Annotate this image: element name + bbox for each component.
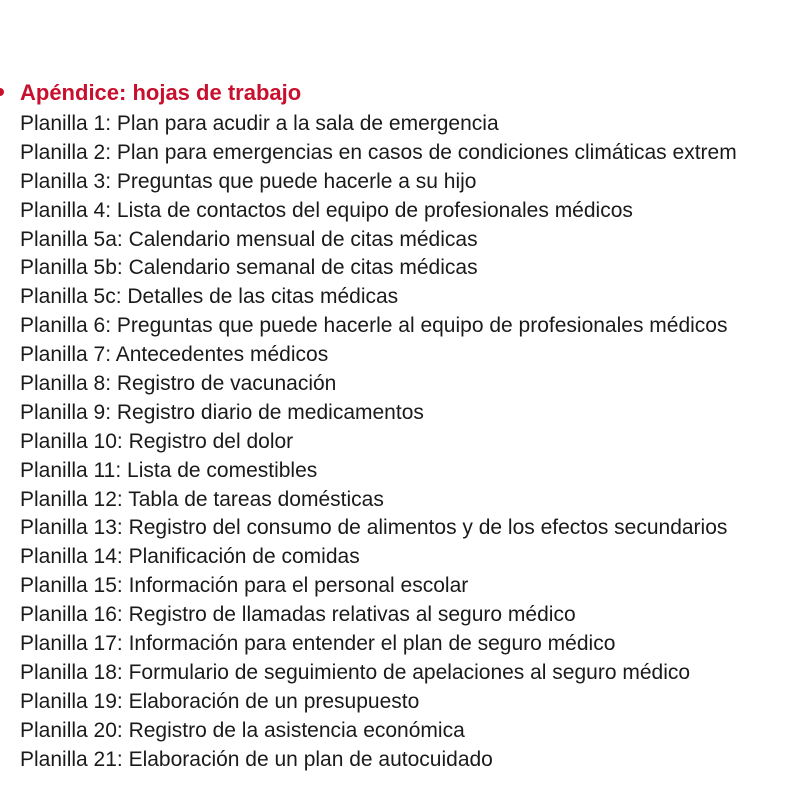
worksheet-item: Planilla 17: Información para entender el plan de seguro médico — [20, 632, 616, 656]
worksheet-item: Planilla 14: Planificación de comidas — [20, 545, 360, 569]
worksheet-item: Planilla 21: Elaboración de un plan de autocuidado — [20, 747, 493, 771]
worksheet-item: Planilla 11: Lista de comestibles — [20, 458, 318, 482]
bullet-dot-icon — [0, 88, 4, 96]
worksheet-item: Planilla 5b: Calendario semanal de citas médicas — [20, 256, 478, 280]
appendix-title: Apéndice: hojas de trabajo — [20, 80, 302, 105]
worksheet-item: Planilla 20: Registro de la asistencia económica — [20, 718, 465, 742]
worksheet-item: Planilla 9: Registro diario de medicamentos — [20, 400, 424, 424]
worksheet-item: Planilla 8: Registro de vacunación — [20, 372, 337, 396]
worksheet-item: Planilla 16: Registro de llamadas relativas al seguro médico — [20, 603, 576, 627]
worksheet-list — [20, 110, 737, 774]
worksheet-item: Planilla 12: Tabla de tareas domésticas — [20, 487, 384, 511]
worksheet-item: Planilla 18: Formulario de seguimiento de apelaciones al seguro médico — [20, 660, 691, 684]
worksheet-item: Planilla 1: Plan para acudir a la sala de emergencia — [20, 112, 499, 135]
worksheet-item: Planilla 5c: Detalles de las citas médicas — [20, 285, 399, 309]
worksheet-item: Planilla 13: Registro del consumo de alimentos y de los efectos secundarios — [20, 516, 728, 540]
worksheet-item: Planilla 5a: Calendario mensual de citas médicas — [20, 227, 478, 251]
worksheet-item: Planilla 15: Información para el personal escolar — [20, 574, 469, 598]
worksheet-item: Planilla 2: Plan para emergencias en casos de condiciones climáticas extrem — [20, 140, 737, 164]
worksheet-item: Planilla 3: Preguntas que puede hacerle a su hijo — [20, 169, 477, 193]
worksheet-item: Planilla 10: Registro del dolor — [20, 429, 294, 453]
worksheet-item: Planilla 4: Lista de contactos del equipo de profesionales médicos — [20, 198, 633, 222]
worksheet-item: Planilla 6: Preguntas que puede hacerle al equipo de profesionales médicos — [20, 314, 728, 338]
worksheet-item: Planilla 7: Antecedentes médicos — [20, 343, 329, 367]
worksheet-item: Planilla 19: Elaboración de un presupuesto — [20, 689, 420, 713]
